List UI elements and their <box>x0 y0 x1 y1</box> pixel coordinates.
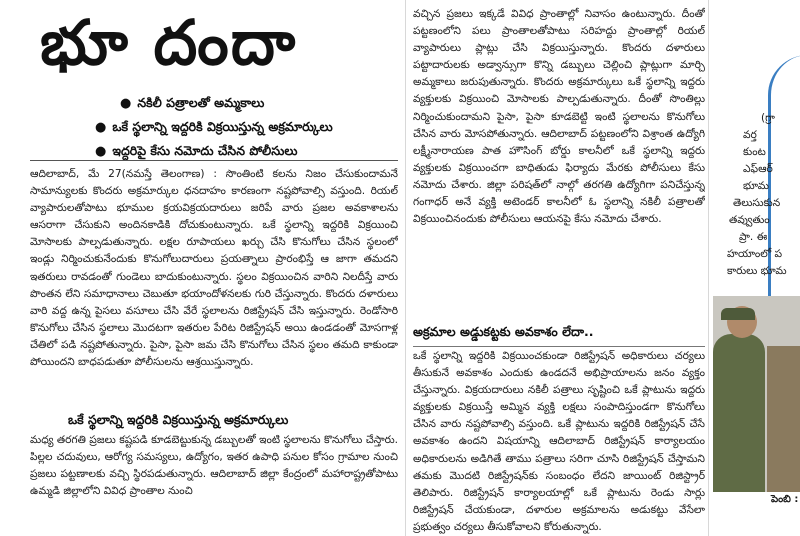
adjacent-text-line: కారులు భూమ <box>727 265 787 277</box>
article-headline: భూ దందా <box>40 6 298 79</box>
adjacent-text-line: ఎఫ్ఆర్ <box>743 163 773 175</box>
section-rule <box>30 160 398 161</box>
subhead-underline <box>413 346 705 347</box>
news-photo-officials <box>713 296 800 492</box>
subhead-no-stopping-irregularities <box>413 324 705 347</box>
article-paragraph-intro: ఆదిలాబాద్, మే 27(నమస్తే తెలంగాణ) : సొంతింటి కలను నిజం చేసుకుందామనే సామాన్యులకు కొందరు అక్రమార్కుల ధనదాహం కారణంగా నష్టపోవాల్సి వస్తుంది. రియల్ వ్యాపారులతోపాటు భూముల క్రయవిక్రయదారులు జరిపే వారు ప్రజల అవకాశాలను ఆసరాగా చేసుకుని అందినకాడికి దోచుకుంటున్నారు. ఒకే స్థలాన్ని ఇద్దరికి విక్రయించి మోసాలకు పాల్పడుతున్నారు. లక్షల రూపాయలు ఖర్చు చేసి కొనుగోలు చేసిన స్థలంలో ఇండ్లు నిర్మించుకునేందుకు కొనుగోలుదారులు ప్రయత్నాలు ప్రారంభిస్తే ఆ జాగా తమదని ఇతరులు రావడంతో గుండెలు బాదుకుంటున్నారు. స్థలం విక్రయించిన వారిని నిలదీస్తే వారు పొంతన లేని సమాధానాలు చెబుతూ భయాందోళనలకు గురి చేస్తున్నారు. కొందరు దళారులు వారి వద్ద ఉన్న పైసలు వసూలు చేసి వేరే స్థలాలను రిజిస్ట్రేషన్ చేసి ఇస్తున్నారు. రెండోసారి కొనుగోలు చేసిన స్థలాలు మొదటగా ఇతరుల పేరిట రిజిస్ట్రేషన్ అయి ఉండడంతో మోసగాళ్ల చేతిలో పడి నష్టపోతున్నారు. పైసా, పైసా జమ చేసి కొనుగోలు చేసిన స్థలం తమది కాకుండా పోయిందని బాధపడుతూ పోలీసులను ఆశ్రయిస్తున్నారు. <box>30 168 398 369</box>
bullet-text: ఒకే స్థలాన్ని ఇద్దరికి విక్రయిస్తున్న అక్రమార్కులు <box>112 119 333 134</box>
adjacent-text-line: ప్రా. ఈ <box>739 231 768 243</box>
adjacent-text-line: (గ్రా <box>761 112 775 124</box>
bullet-text: నకిలీ పత్రాలతో అమ్మకాలు <box>137 95 265 110</box>
adjacent-text-line: హయాంలో ప <box>727 248 783 260</box>
article-paragraph-registration: ఒకే స్థలాన్ని ఇద్దరికి విక్రయించకుండా రిజిస్ట్రేషన్ అధికారులు చర్యలు తీసుకునే అవకాశం ఎందుకు ఉండదనే అభిప్రాయాలను జనం వ్యక్తం చేస్తున్నారు. విక్రయదారులు నకిలీ పత్రాలు సృష్టించి ఒకే ప్లాటును ఇద్దరు వ్యక్తులకు విక్రయిస్తే అమ్మిన వ్యక్తి లక్షలు సంపాదిస్తుండగా కొనుగోలు చేసిన వారు నష్టపోవాల్సి వస్తుంది. ఒకే ప్లాటును ఇద్దరికి రిజిస్ట్రేషన్ చేసే అవకాశం ఉందని విషయాన్ని ఆదిలాబాద్ రిజిస్ట్రేషన్ కార్యాలయం అధికారులను అడిగితే తాము పత్రాలు సరిగా చూసి రిజిస్ట్రేషన్ చేస్తామని తమకు మొదటి రిజిస్ట్రేషన్‌కు సంబంధం లేదని జాయింట్ రిజిస్ట్రార్ తెలిపారు. రిజిస్ట్రేషన్ కార్యాలయాల్లో ఒకే ప్లాటును రెండు సార్లు రిజిస్ట్రేషన్ చేయకుండా, దళారుల అక్రమాలను అడుకట్టు వేసేలా ప్రభుత్వం చర్యలు తీసుకోవాలని కోరుతున్నారు. <box>413 350 705 533</box>
article-paragraph-middle-class: మధ్య తరగతి ప్రజలు కష్టపడి కూడబెట్టుకున్న డబ్బులతో ఇంటి స్థలాలను కొనుగోలు చేస్తారు. పిల్లల చదువులు, ఆరోగ్య సమస్యలు, ఉద్యోగం, ఇతర ఉపాధి పనుల కోసం గ్రామాల నుంచి ప్రజలు పట్టణాలకు వచ్చి స్థిరపడుతున్నారు. ఆదిలాబాద్ జిల్లా కేంద్రంలో మహారాష్ట్రతోపాటు ఉమ్మడి జిల్లాలోని వివిధ ప్రాంతాల నుంచి <box>30 434 398 498</box>
bullet-dot-icon: ● <box>120 96 132 111</box>
adjacent-article-cropped <box>713 0 800 536</box>
photo-caption: పెంబి : <box>771 494 799 505</box>
adjacent-text-line: భూమ <box>743 180 769 192</box>
subhead-text: ఒకే స్థలాన్ని ఇద్దరికి విక్రయిస్తున్న అక్రమార్కులు <box>68 412 289 427</box>
bullet-dot-icon: ● <box>95 144 107 159</box>
photo-figure-uniform <box>713 334 765 492</box>
photo-figure-cap <box>721 308 755 320</box>
article-paragraph-residents: వచ్చిన ప్రజలు ఇక్కడే వివిధ ప్రాంతాల్లో నివాసం ఉంటున్నారు. దీంతో పట్టణంలోని పలు ప్రాంతాలతోపాటు సరిహద్దు ప్రాంతాల్లో రియల్ వ్యాపారులు ప్లాట్లు చేసి విక్రయిస్తున్నారు. కొందరు దళారులు పట్టాదారులకు అడ్వాన్సుగా కొన్ని డబ్బులు చెల్లించి ప్లాట్లుగా మార్చి అమ్మకాలు జరుపుతున్నారు. కొందరు అక్రమార్కులు ఒకే స్థలాన్ని ఇద్దరు వ్యక్తులకు విక్రయించి మోసాలకు పాల్పడుతున్నారు. దీంతో సొంతిల్లు నిర్మించుకుందామని పైసా, పైసా కూడబెట్టి ఇంటి స్థలాలను కొనుగోలు చేసిన వారు మోసపోతున్నారు. ఆదిలాబాద్ పట్టణంలోని విశ్రాంత ఉద్యోగి లక్ష్మీనారాయణ పాత హౌసింగ్ బోర్డు కాలనీలో ఒకే స్థలాన్ని ఇద్దరు వ్యక్తులకు విక్రయించగా బాధితుడు ఫిర్యాదు మేరకు పోలీసులు కేసు నమోదు చేశారు. జిల్లా పరిషత్‌లో నాల్గో తరగతి ఉద్యోగిగా పనిచేస్తున్న గంగాధర్ అనే వ్యక్తి అటెండర్ కాలనీలో ఓ స్థలాన్ని నకిలీ పత్రాలతో విక్రయించినందుకు పోలీసులు ఆయనపై కేసు నమోదు చేశారు. <box>413 8 705 226</box>
bullet-fake-documents <box>120 95 264 114</box>
adjacent-text-line: కుంట <box>743 146 766 158</box>
bullet-double-sale <box>95 119 333 138</box>
column-divider <box>708 0 709 536</box>
photo-figure-background-person <box>767 346 800 492</box>
column-divider <box>405 0 406 536</box>
subhead-text: అక్రమాల అడ్డుకట్టకు అవకాశం లేదా.. <box>413 324 594 339</box>
bullet-text: ఇద్దరిపై కేసు నమోదు చేసిన పోలీసులు <box>112 143 298 158</box>
subhead-double-sale <box>68 412 368 431</box>
adjacent-text-line: వర్త <box>743 129 757 141</box>
adjacent-text-line: తవ్వుతుం <box>729 214 770 226</box>
bullet-dot-icon: ● <box>95 120 107 135</box>
adjacent-text-line: తెలుసుకున <box>733 197 781 209</box>
